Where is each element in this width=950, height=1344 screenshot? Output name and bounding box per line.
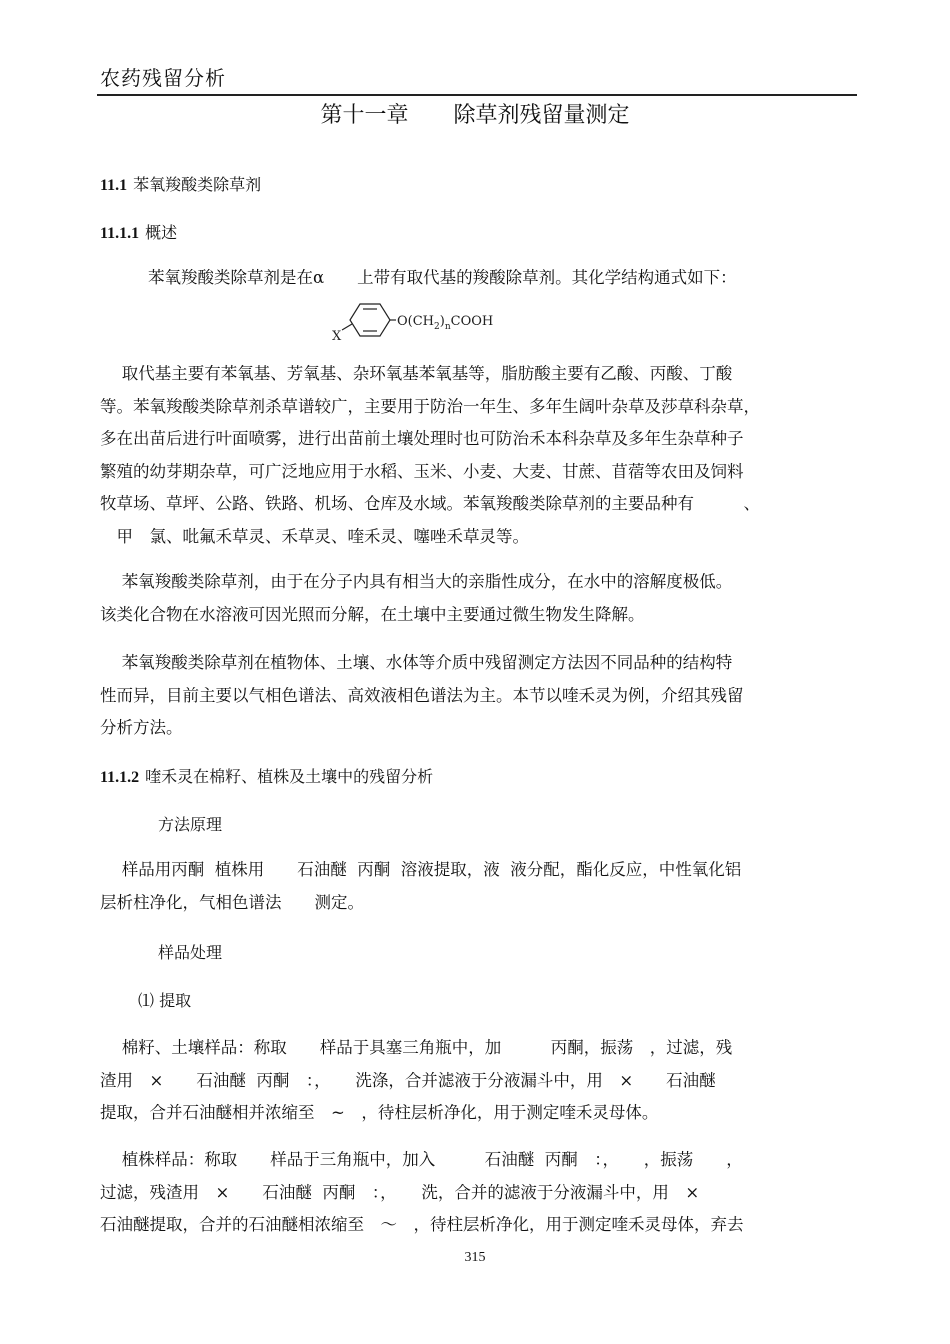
section-title: 苯氧羧酸类除草剂 bbox=[133, 175, 262, 194]
chemical-structure-formula bbox=[330, 298, 530, 342]
section-number: 11.1.2 bbox=[100, 769, 140, 786]
chapter-heading bbox=[0, 98, 950, 129]
section-number: 11.1.1 bbox=[100, 225, 140, 242]
paragraph-overview-1: 取代基主要有苯氧基、芳氧基、杂环氧基苯氧基等，脂肪酸主要有乙酸、丙酸、丁酸 等。苯氧羧酸类除草剂杀草谱较广，主要用于防治一年生、多年生阔叶杂草及莎草科杂草， 多在出苗后进行叶面喷雾，进行出苗前土壤处理时也可防治禾本科杂草及多年生杂草种子 繁殖的幼芽期杂草，可广泛地应用于水稻、玉米、小麦、大麦、甘蔗、苜蓿等农田及饲料 牧草场、草坪、公路、铁路、机场、仓库及水域。苯氧羧酸类除草剂的主要品种有 、 甲 氯、吡氟禾草灵、禾草灵、喹禾灵、噻唑禾草灵等。 bbox=[100, 364, 760, 546]
paragraph-cotton-soil: 棉籽、土壤样品：称取 样品于具塞三角瓶中，加 丙酮，振荡 ，过滤，残 渣用 × 石油醚 丙酮 ：， 洗涤，合并滤液于分液漏斗中，用 × 石油醚 提取，合并石油醚相并浓缩至 ~ ，待柱层析净化，用于测定喹禾灵母体。 bbox=[100, 1038, 733, 1122]
paragraph-plant: 植株样品：称取 样品于三角瓶中，加入 石油醚 丙酮 ：， ，振荡 ， 过滤，残渣用 × 石油醚 丙酮 ：， 洗，合并的滤液于分液漏斗中，用 × 石油醚提取，合并的石油醚相浓缩至 ～ ，待柱层析净化，用于测定喹禾灵母体，弃去 bbox=[100, 1150, 744, 1234]
paragraph-principle: 样品用丙酮 植株用 石油醚 丙酮 溶液提取，液 液分配，酯化反应，中性氧化铝 层析柱净化，气相色谱法 测定。 bbox=[100, 860, 742, 912]
section-heading-11-1 bbox=[100, 172, 261, 195]
section-number: 11.1 bbox=[100, 177, 128, 194]
chapter-number: 第十一章 bbox=[320, 103, 409, 128]
section-heading-11-1-1 bbox=[100, 220, 177, 243]
subheading-extraction: ⑴ 提取 bbox=[138, 991, 192, 1010]
chapter-title: 除草剂残留量测定 bbox=[453, 103, 630, 128]
intro-paragraph: 苯氧羧酸类除草剂是在α 上带有取代基的羧酸除草剂。其化学结构通式如下： bbox=[148, 268, 737, 287]
side-chain: $O(CH_2)_nCOOH$ bbox=[397, 314, 494, 332]
running-header: 农药残留分析 bbox=[100, 66, 226, 90]
section-title: 喹禾灵在棉籽、植株及土壤中的残留分析 bbox=[145, 767, 434, 786]
header-rule bbox=[97, 94, 857, 96]
subheading-method-principle: 方法原理 bbox=[158, 815, 223, 834]
paragraph-overview-2: 苯氧羧酸类除草剂，由于在分子内具有相当大的亲脂性成分，在水中的溶解度极低。 该类化合物在水溶液可因光照而分解，在土壤中主要通过微生物发生降解。 bbox=[100, 572, 733, 624]
substituent-bond bbox=[342, 324, 352, 330]
section-heading-11-1-2 bbox=[100, 764, 433, 787]
page-number: 315 bbox=[464, 1250, 486, 1265]
substituent-x: X bbox=[332, 329, 342, 342]
subheading-sample-processing: 样品处理 bbox=[158, 943, 223, 962]
section-title: 概述 bbox=[145, 223, 178, 242]
paragraph-overview-3: 苯氧羧酸类除草剂在植物体、土壤、水体等介质中残留测定方法因不同品种的结构特 性而异，目前主要以气相色谱法、高效液相色谱法为主。本节以喹禾灵为例，介绍其残留 分析方法。 bbox=[100, 653, 744, 737]
